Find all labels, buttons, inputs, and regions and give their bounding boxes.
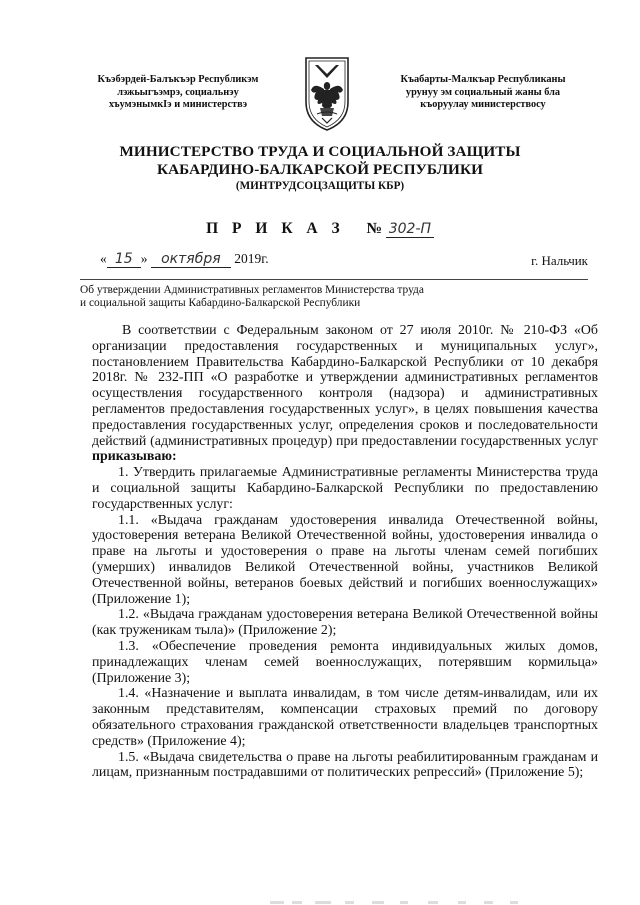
date-open-quote: « (100, 251, 107, 266)
subject-line: Об утверждении Административных регламентов Министерства труда (80, 284, 424, 296)
date-year: 2019г. (234, 251, 269, 266)
header-right-line: къоруулау министерствосу (420, 99, 546, 111)
intro-paragraph (92, 323, 598, 465)
subitem-paragraph: 1.2. «Выдача гражданам удостоверения ветерана Великой Отечественной войны (как труженикам тыла)» (Приложение 2); (92, 607, 598, 639)
order-number-label: № (366, 220, 383, 237)
order-date (100, 251, 269, 268)
subject-line: и социальной защиты Кабардино-Балкарской Республики (80, 297, 361, 309)
date-day: 15 (107, 251, 141, 268)
ministry-title-line2: КАБАРДИНО-БАЛКАРСКОЙ РЕСПУБЛИКИ (156, 161, 484, 178)
item-paragraph: 1. Утвердить прилагаемые Административные регламенты Министерства труда и социальной защиты Кабардино-Балкарской Республики по предоставлению государственных услуг: (92, 465, 598, 512)
header-right-line: Къабарты-Малкъар Республиканы (400, 74, 566, 85)
subitem-paragraph: 1.3. «Обеспечение проведения ремонта индивидуальных жилых домов, принадлежащих членам семей военнослужащих, потерявшим кормильца» (Приложение 3); (92, 638, 598, 686)
header-left-block (72, 74, 284, 112)
next-page-edge (0, 890, 640, 905)
header-right-block (368, 74, 598, 112)
coat-of-arms-icon (302, 56, 352, 132)
order-heading (40, 220, 600, 238)
order-subject (80, 284, 600, 310)
city-name: г. Нальчик (531, 253, 588, 268)
subitem-paragraph: 1.5. «Выдача свидетельства о праве на льготы реабилитированным гражданам и лицам, признанным пострадавшими от политических репрессий» (Приложение 5); (92, 749, 598, 781)
ministry-abbreviation: (МИНТРУДСОЦЗАЩИТЫ КБР) (235, 180, 405, 192)
header-left-line: Къэбэрдей-Балъкъэр Республикэм (97, 74, 259, 85)
header-left-line: хъумэнымкIэ и министерствэ (108, 99, 248, 111)
ministry-name-block (40, 143, 600, 194)
order-title: П Р И К А З (206, 220, 345, 237)
order-number: 302-П (386, 221, 434, 238)
order-body (92, 323, 598, 781)
subitem-paragraph: 1.4. «Назначение и выплата инвалидам, в том числе детям-инвалидам, или их законным представителям, компенсации страховых премий по договору обязательного страхования гражданской ответственности владельцев транспортных средств» (Приложение 4); (92, 686, 598, 749)
subitem-paragraph: 1.1. «Выдача гражданам удостоверения инвалида Отечественной войны, удостоверения ветерана Великой Отечественной войны, удостоверения инвалида о праве на льготы и удостоверения о праве на льготы членам семей погибших (умерших) инвалидов Великой Отечественной войны, участников Великой Отечественной войны, ветеранов боевых действий и погибших военнослужащих» (Приложение 1); (92, 512, 598, 607)
ministry-title-line1: МИНИСТЕРСТВО ТРУДА И СОЦИАЛЬНОЙ ЗАЩИТЫ (119, 143, 521, 160)
separator-line (80, 279, 588, 280)
date-month: октября (151, 251, 231, 268)
date-close-quote: » (140, 251, 148, 266)
order-keyword: приказываю: (92, 449, 177, 465)
intro-text: В соответствии с Федеральным законом от 27 июля 2010г. № 210-ФЗ «Об организации предоставления государственных и муниципальных услуг», постановлением Правительства Кабардино-Балкарской Республики от 10 декабря 2018г. № 232-ПП «О разработке и утверждении административных регламентов осуществления государственного контроля (надзора) и административных регламентов предоставления государственных услуг», в целях повышения качества предоставления государственных услуг, определения сроков и последовательности действий (административных процедур) при предоставлении государственных услуг (92, 323, 598, 449)
header-right-line: урунуу эм социальный жаны бла (405, 86, 561, 98)
header-left-line: лэжьыгъэмрэ, социальнэу (117, 86, 239, 98)
